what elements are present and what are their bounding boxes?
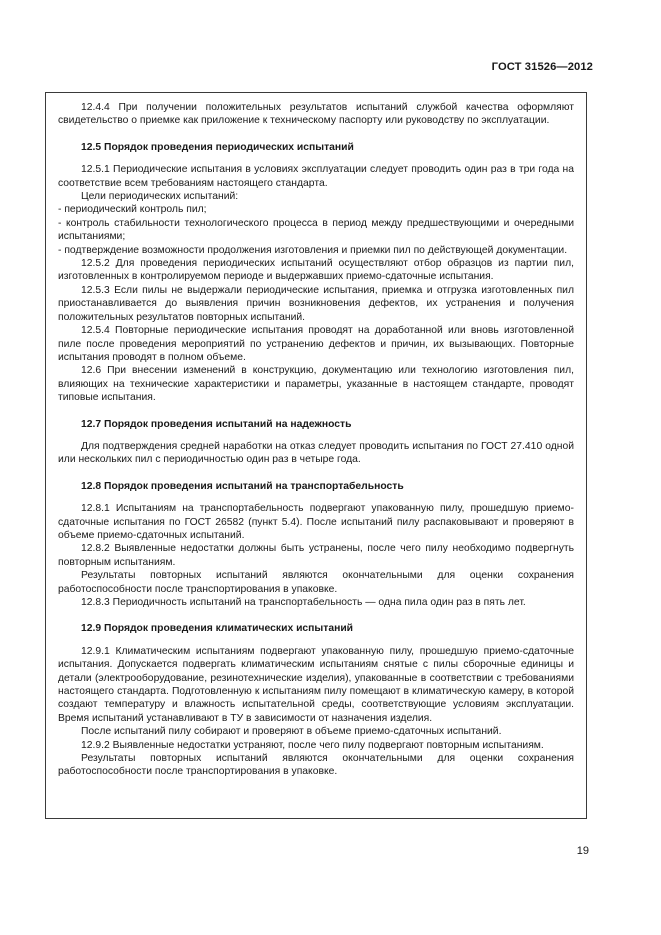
paragraph-12-9-2-results: Результаты повторных испытаний являются окончательными для оценки сохранения работоспособности после транспортирования в упаковке. [58,753,574,778]
paragraph-12-8-1: 12.8.1 Испытаниям на транспортабельность подвергают упакованную пилу, прошедшую приемо-сдаточные испытания по ГОСТ 26582 (пункт 5.4). После испытаний пилу распаковывают и проверяют в объеме приемо-сдаточных испытаний. [58,503,574,541]
section-title-12-9: 12.9 Порядок проведения климатических испытаний [81,623,354,635]
section-title-12-8: 12.8 Порядок проведения испытаний на транспортабельность [81,480,404,492]
paragraph-12-7: Для подтверждения средней наработки на отказ следует проводить испытания по ГОСТ 27.410 одной или нескольких пил с периодичностью один раз в четыре года. [58,440,574,466]
section-title-12-7: 12.7 Порядок проведения испытаний на надежность [81,418,352,430]
page-number: 19 [576,845,589,857]
content-frame [45,92,587,819]
section-title-12-5: 12.5 Порядок проведения периодических испытаний [81,141,354,153]
goal-item-1: - периодический контроль пил; [58,204,207,216]
document-code: ГОСТ 31526—2012 [491,61,593,73]
goal-item-2: - контроль стабильности технологического процесса в период между предшествующими и очередными испытаниями; [58,217,574,243]
goals-intro: Цели периодических испытаний: [81,191,239,203]
goal-item-3: - подтверждение возможности продолжения изготовления и приемки пил по действующей документации. [58,244,568,256]
paragraph-12-8-3: 12.8.3 Периодичность испытаний на транспортабельность — одна пила один раз в пять лет. [81,597,526,608]
paragraph-12-9-2: 12.9.2 Выявленные недостатки устраняют, после чего пилу подвергают повторным испытаниям. [81,739,544,751]
paragraph-12-5-1: 12.5.1 Периодические испытания в условиях эксплуатации следует проводить один раз в три года на соответствие всем требованиям настоящего стандарта. [58,164,574,189]
paragraph-12-5-3: 12.5.3 Если пилы не выдержали периодические испытания, приемка и отгрузка изготовленных пил приостанавливается до выявления причин возникновения дефектов, их устранения и получения положительных результатов повторных испытаний. [58,284,574,323]
paragraph-12-5-4: 12.5.4 Повторные периодические испытания проводят на доработанной или вновь изготовленной пиле после проведения мероприятий по устранению дефектов и причин, их вызывающих. Повторные испытания проводят в полном объеме. [58,325,574,363]
paragraph-12-8-2: 12.8.2 Выявленные недостатки должны быть устранены, после чего пилу необходимо подвергнуть повторным испытаниям. [58,543,574,568]
paragraph-12-8-2-results: Результаты повторных испытаний являются окончательными для оценки сохранения работоспособности после транспортирования в упаковке. [58,570,574,595]
paragraph-12-9-1-after: После испытаний пилу собирают и проверяют в объеме приемо-сдаточных испытаний. [81,726,502,738]
paragraph-12-5-2: 12.5.2 Для проведения периодических испытаний осуществляют отбор образцов из партии пил, изготовленных в контролируемом периоде и выдержавших приемо-сдаточные испытания. [58,258,574,283]
paragraph-12-6: 12.6 При внесении изменений в конструкцию, документацию или технологию изготовления пил, влияющих на технические характеристики и параметры, указанные в настоящем стандарте, проводят типовые испытания. [58,365,574,404]
paragraph-12-4-4: 12.4.4 При получении положительных результатов испытаний службой качества оформляют свидетельство о приемке как приложение к техническому паспорту или руководству по эксплуатации. [58,102,574,127]
paragraph-12-9-1: 12.9.1 Климатическим испытаниям подвергают упакованную пилу, прошедшую приемо-сдаточные испытания. Допускается подвергать климатическим испытаниям снятые с пилы сборочные единицы и детали (электрооборудование, резинотехнические изделия), упакованные в соответствии с требованиями настоящего стандарта. Подготовленную к испытаниям пилу помещают в климатическую камеру, в которой создают температуру и влажность испытательной среды, соответствующие условиям эксплуатации. Время испытаний устанавливают в ТУ в зависимости от назначения изделия. [58,645,574,724]
